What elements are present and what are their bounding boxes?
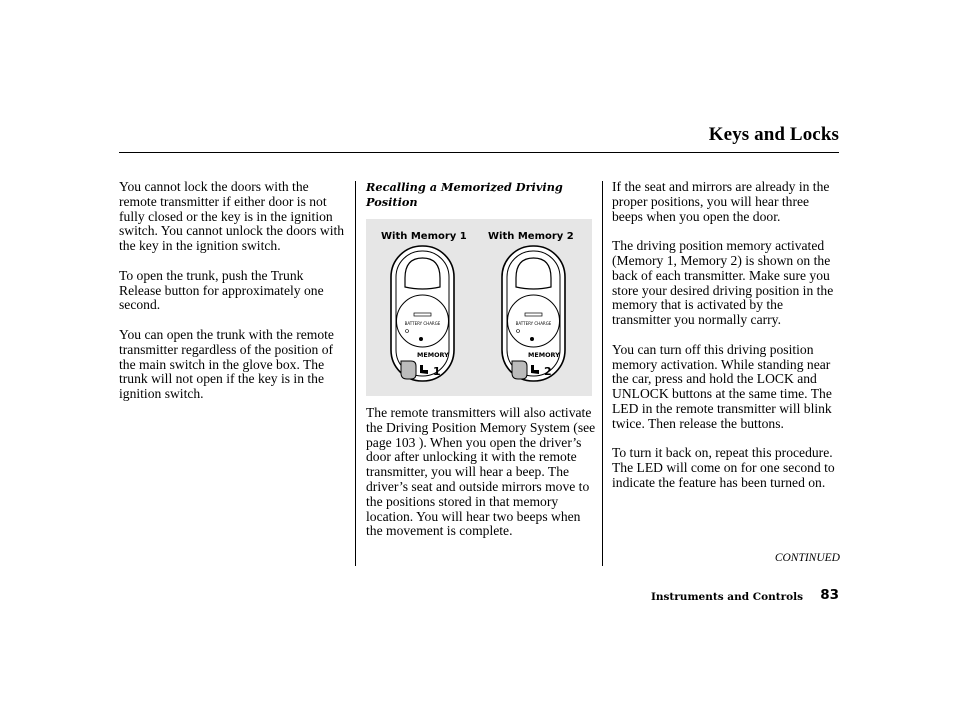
continued-note: CONTINUED	[774, 552, 840, 564]
paragraph: If the seat and mirrors are already in the proper positions, you will hear three beeps when you open the door.	[612, 179, 830, 224]
battery-label: BATTERY CHARGE	[404, 321, 441, 326]
page-title: Keys and Locks	[708, 124, 839, 145]
figure-label-memory-1: With Memory 1	[381, 231, 467, 242]
footer-section-title: Instruments and Controls	[650, 591, 803, 603]
header-rule	[119, 152, 839, 153]
column-2	[366, 180, 596, 539]
column-1	[119, 180, 347, 417]
transmitter-figure	[366, 219, 592, 396]
paragraph: The remote transmitters will also activate the Driving Position Memory System (see page 103 ). When you open the driver’s door after unlocking it with the remote transmitter, you will hear a beep. The driver’s seat and outside mirrors move to the positions stored in that memory location. You will hear two beeps when the movement is complete.	[366, 405, 596, 539]
paragraph: You cannot lock the doors with the remote transmitter if either door is not fully closed or the key is in the ignition switch. You cannot unlock the doors with the key in the ignition switch.	[119, 179, 345, 254]
memory-label: MEMORY	[417, 351, 449, 359]
column-3	[612, 180, 840, 506]
paragraph: To open the trunk, push the Trunk Release button for approximately one second.	[119, 267, 324, 313]
paragraph: To turn it back on, repeat this procedure. The LED will come on for one second to indicate the feature has been turned on.	[612, 445, 835, 490]
transmitter-2	[502, 246, 565, 381]
transmitter-illustration	[366, 219, 592, 396]
battery-label: BATTERY CHARGE	[515, 321, 552, 326]
memory-number: 1	[433, 365, 441, 378]
paragraph: You can turn off this driving position memory activation. While standing near the car, press and hold the LOCK and UNLOCK buttons at the same time. The LED in the remote transmitter will blink twice. Then release the buttons.	[612, 341, 832, 431]
column-divider	[355, 181, 356, 566]
transmitter-1	[391, 246, 454, 381]
memory-label: MEMORY	[528, 351, 560, 359]
column-divider	[602, 181, 603, 566]
paragraph: The driving position memory activated (Memory 1, Memory 2) is shown on the back of each transmitter. Make sure you store your desired driving position in the memory that is activated by the transmitter you normally carry.	[612, 238, 834, 328]
memory-number: 2	[544, 365, 552, 378]
paragraph: You can open the trunk with the remote transmitter regardless of the position of the main switch in the glove box. The trunk will not open if the key is in the ignition switch.	[119, 326, 334, 402]
page-number: 83	[820, 587, 839, 603]
figure-label-memory-2: With Memory 2	[488, 231, 574, 242]
section-heading: Recalling a Memorized Driving Position	[366, 180, 563, 209]
